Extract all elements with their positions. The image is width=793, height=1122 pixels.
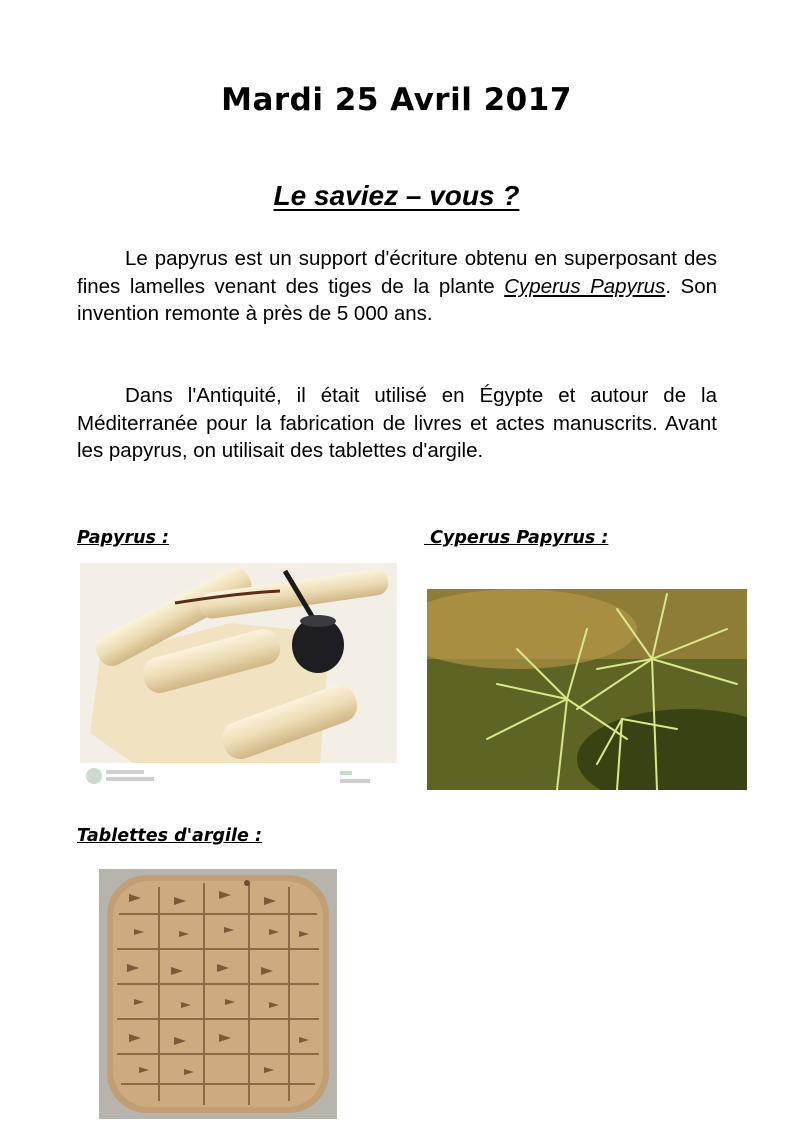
- caption-papyrus: Papyrus :: [77, 528, 170, 548]
- cyperus-plant-illustration: [427, 589, 747, 790]
- papyrus-scrolls-illustration: [80, 563, 397, 792]
- section-subtitle: [0, 180, 793, 212]
- cyperus-papyrus-photo: [427, 589, 747, 790]
- clay-tablet-illustration: [99, 869, 337, 1119]
- subtitle-text: Le saviez – vous ?: [273, 180, 520, 211]
- page-date-title: Mardi 25 Avril 2017: [221, 82, 572, 118]
- paragraph1-text-end: . Son invention remonte à près de 5 000 ans.: [77, 274, 718, 325]
- paragraph-papyrus-definition: [77, 245, 717, 328]
- papyrus-scrolls-photo: [80, 563, 397, 792]
- plant-name: Cyperus Papyrus: [504, 274, 666, 298]
- paragraph-antiquity: Dans l'Antiquité, il était utilisé en Égypte et autour de la Méditerranée pour la fabrication de livres et actes manuscrits. Avant les papyrus, on utilisait des tablettes d'argile.: [77, 384, 717, 462]
- caption-tablettes: Tablettes d'argile :: [77, 826, 262, 846]
- clay-tablet-photo: [99, 869, 337, 1119]
- caption-cyperus-papyrus: Cyperus Papyrus :: [424, 528, 609, 548]
- paragraph1-text-start: Le papyrus est un support d'écriture obtenu en superposant des fines lamelles venant des tiges de la plante: [77, 247, 717, 298]
